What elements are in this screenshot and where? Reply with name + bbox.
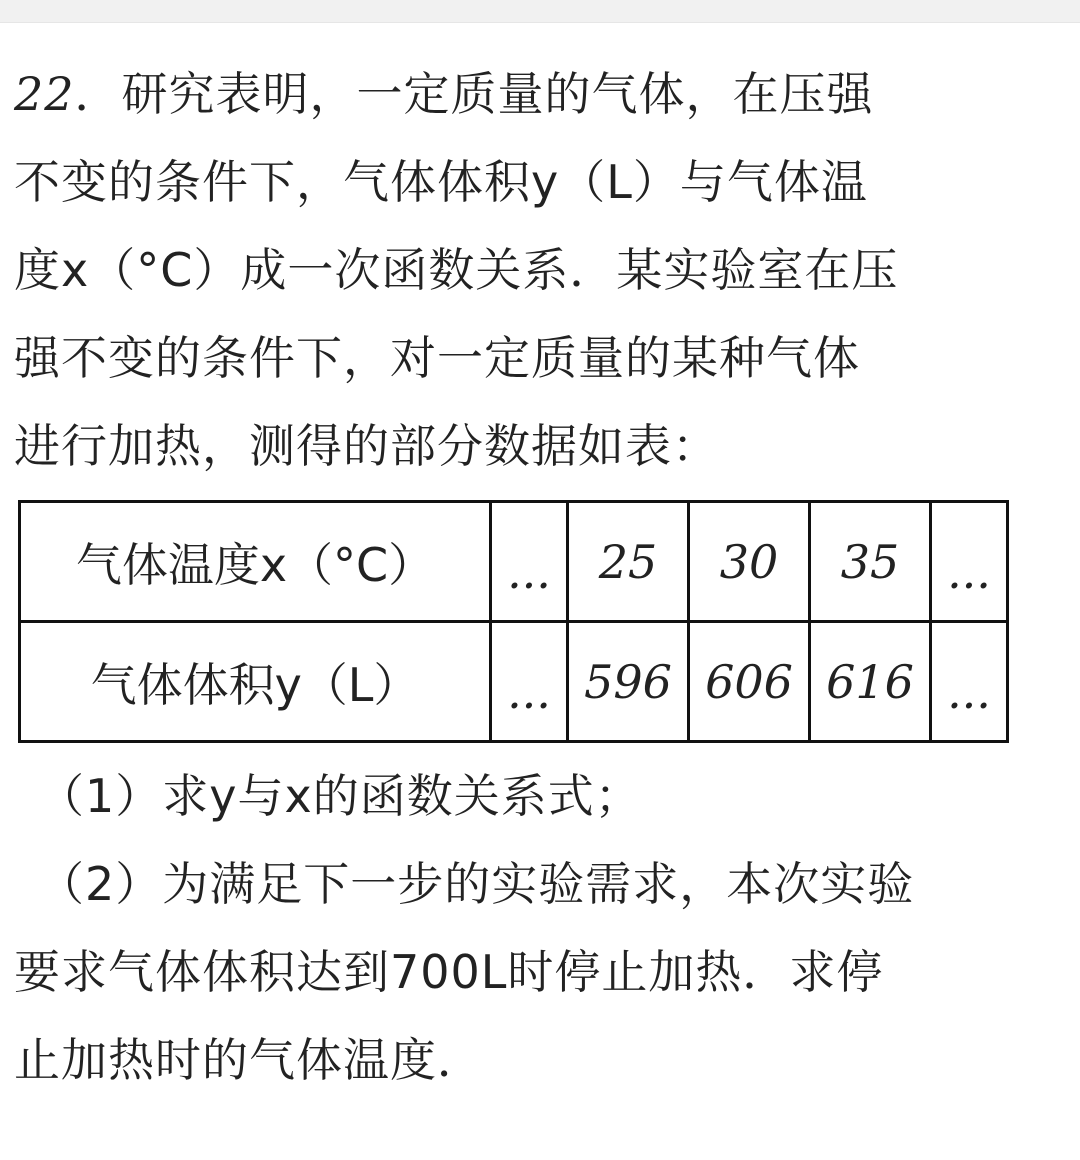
question-2-line-2: 要求气体体积达到700L时停止加热．求停 [14, 945, 884, 999]
data-table [18, 500, 1009, 743]
problem-line-2: 不变的条件下，气体体积y（L）与气体温 [14, 155, 868, 209]
table-row [20, 502, 1008, 622]
ellipsis-cell [491, 502, 568, 622]
volume-cell: 596 [568, 622, 689, 742]
question-1: （1）求y与x的函数关系式； [38, 769, 642, 823]
ellipsis-text: ... [947, 544, 991, 599]
temperature-cell: 30 [689, 502, 810, 622]
ellipsis-text: ... [507, 664, 551, 719]
question-2-line-1: （2）为满足下一步的实验需求，本次实验 [38, 857, 915, 911]
row-label-volume: 气体体积y（L） [20, 622, 491, 742]
ellipsis-cell [491, 622, 568, 742]
top-bar [0, 0, 1080, 23]
ellipsis-text: ... [947, 664, 991, 719]
problem-number: 22 [14, 67, 75, 121]
ellipsis-cell [931, 502, 1008, 622]
problem-line-1-text: ．研究表明，一定质量的气体，在压强 [74, 67, 874, 121]
volume-cell: 616 [810, 622, 931, 742]
problem-line-5: 进行加热，测得的部分数据如表： [14, 419, 719, 473]
problem-line-3: 度x（°C）成一次函数关系．某实验室在压 [14, 243, 899, 297]
questions [14, 752, 1074, 1104]
row-label-temperature: 气体温度x（°C） [20, 502, 491, 622]
question-2-line-3: 止加热时的气体温度． [14, 1033, 484, 1087]
problem-line-1 [14, 50, 1074, 138]
problem-line-4: 强不变的条件下，对一定质量的某种气体 [14, 331, 860, 385]
ellipsis-cell [931, 622, 1008, 742]
ellipsis-text: ... [507, 544, 551, 599]
table-row [20, 622, 1008, 742]
temperature-cell: 25 [568, 502, 689, 622]
temperature-cell: 35 [810, 502, 931, 622]
problem-text [14, 50, 1074, 490]
volume-cell: 606 [689, 622, 810, 742]
